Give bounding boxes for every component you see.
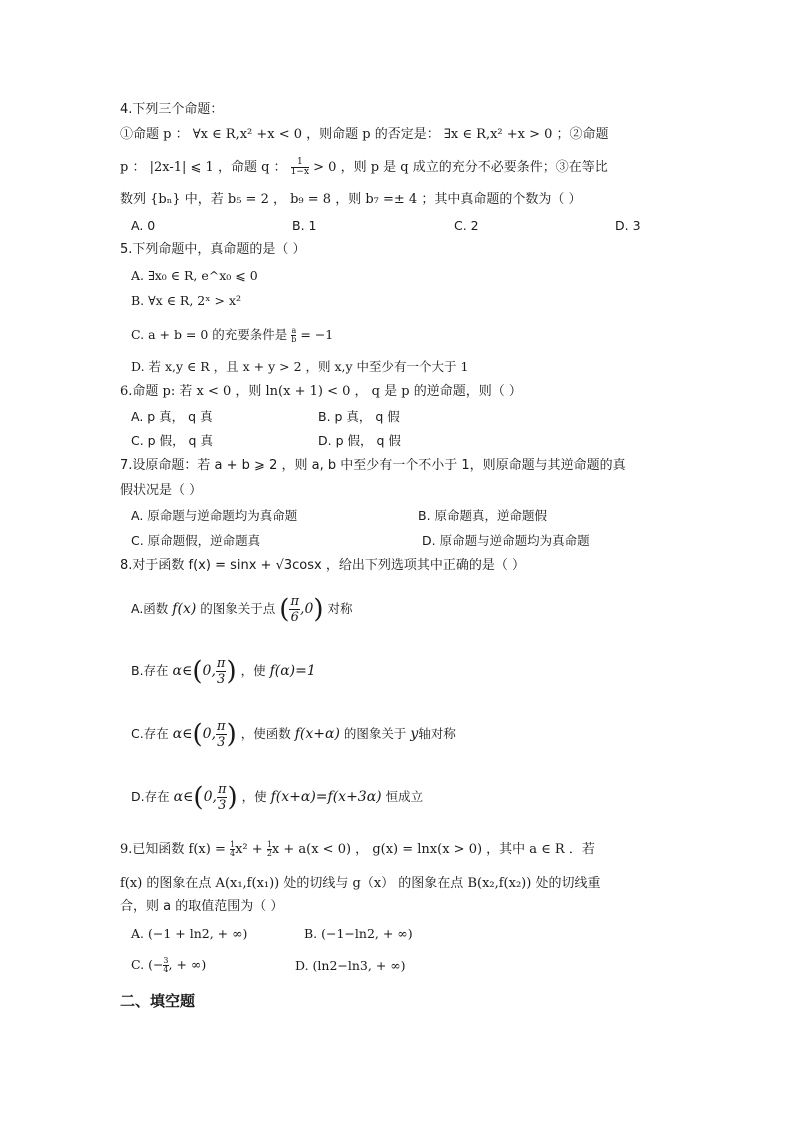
q7-option-c[interactable]: C. 原命题假，逆命题真	[131, 533, 261, 548]
q4-option-b[interactable]: B. 1	[292, 218, 317, 233]
q4-line2-tail: > 0 ，则 p 是 q 成立的充分不必要条件；③在等比	[313, 160, 608, 175]
q9-c-pre: C. (−	[131, 957, 164, 972]
q6-option-b[interactable]: B. p 真， q 假	[318, 409, 400, 424]
q6-option-d[interactable]: D. p 假， q 假	[318, 433, 401, 448]
q7-option-d[interactable]: D. 原命题与逆命题均为真命题	[422, 533, 590, 548]
q5-option-b[interactable]: B. ∀x ∈ R, 2ˣ > x²	[131, 293, 242, 308]
q8-c-fraction	[216, 719, 227, 750]
q5-c-den: b	[291, 335, 297, 344]
q8-d-paren-open: (	[193, 782, 204, 813]
q8-d-eq: f(x+α)=f(x+3α)	[270, 789, 382, 805]
q8-b-pre: B.存在	[131, 663, 169, 678]
q4-line2-text: p ： |2x-1| ⩽ 1 ，命题 q ：	[120, 160, 287, 175]
q8-b-paren-close: )	[226, 656, 237, 687]
q4-option-a[interactable]: A. 0	[131, 218, 156, 233]
q8-a-paren-close: )	[313, 594, 324, 625]
q8-a-fx: f(x)	[172, 601, 197, 617]
q8-d-den: 3	[218, 798, 227, 813]
q8-c-paren-close: )	[226, 719, 237, 750]
q8-c-num: π	[217, 719, 226, 734]
q9-half-d: 2	[266, 849, 272, 858]
q6-option-c[interactable]: C. p 假， q 真	[131, 433, 213, 448]
q9-c-d: 4	[163, 965, 169, 974]
q9-line3: 合，则 a 的取值范围为（ ）	[120, 899, 284, 914]
q7-option-a[interactable]: A. 原命题与逆命题均为真命题	[131, 508, 298, 523]
section-heading-fill-blank: 二、填空题	[120, 992, 196, 1010]
q8-c-y: y	[410, 726, 419, 742]
q5-c-num: a	[291, 326, 297, 335]
q4-option-c[interactable]: C. 2	[454, 218, 479, 233]
q4-line2	[120, 158, 684, 177]
q9-c-post: , + ∞)	[168, 957, 207, 972]
q8-a-zero: ,0	[300, 601, 314, 617]
q8-b-den: 3	[217, 672, 226, 687]
q8-option-b[interactable]	[131, 654, 316, 689]
q5-title: 5.下列命题中，真命题的是（ ）	[120, 242, 306, 257]
q8-d-zero: 0,	[203, 789, 217, 805]
q9-line2: f(x) 的图象在点 A(x₁,f(x₁)) 处的切线与 g（x） 的图象在点 B(x₂,f(x₂)) 处的切线重	[120, 876, 601, 891]
q7-option-b[interactable]: B. 原命题真，逆命题假	[418, 508, 548, 523]
q8-d-paren-close: )	[227, 782, 238, 813]
q8-b-paren-open: (	[192, 656, 203, 687]
q9-c-n: 3	[163, 956, 169, 965]
q7-title-cont: 假状况是（ ）	[120, 483, 203, 498]
q8-c-alpha-in: α∈	[172, 726, 193, 742]
q8-c-f: f(x+α)	[294, 726, 340, 742]
q8-a-den: 6	[290, 610, 299, 625]
q8-c-zero: 0,	[202, 726, 217, 742]
q8-d-fraction	[217, 782, 228, 813]
q8-b-fraction	[216, 656, 227, 687]
q8-b-num: π	[216, 656, 226, 671]
q8-b-post: ，使	[240, 663, 266, 678]
q8-a-pre: A.函数	[131, 601, 169, 616]
q8-title: 8.对于函数 f(x) = sinx + √3cosx ，给出下列选项其中正确的是（ ）	[120, 558, 525, 573]
q5-c-fraction	[291, 327, 296, 344]
q8-a-post: 对称	[327, 601, 353, 616]
q8-a-mid: 的图象关于点	[200, 601, 276, 616]
q8-a-fraction	[289, 594, 300, 625]
q9-option-c[interactable]	[131, 956, 206, 974]
q7-title: 7.设原命题：若 a + b ⩾ 2 ，则 a, b 中至少有一个不小于 1，则原命题与其逆命题的真	[120, 458, 626, 473]
q9-quarter-d: 4	[230, 849, 236, 858]
q8-c-end: 轴对称	[418, 726, 456, 741]
q8-d-end: 恒成立	[385, 789, 424, 804]
q8-d-num: π	[217, 782, 227, 797]
q5-option-a[interactable]: A. ∃x₀ ∈ R, e^x₀ ⩽ 0	[131, 268, 258, 283]
q8-c-tail: 的图象关于	[343, 726, 407, 741]
q8-a-num: π	[290, 594, 299, 609]
q5-c-pre: C. a + b = 0 的充要条件是	[131, 327, 288, 342]
q9-line1	[120, 841, 684, 859]
q9-half-n: 1	[266, 840, 272, 849]
q6-option-a[interactable]: A. p 真， q 真	[131, 409, 213, 424]
q9-l1-pre: 9.已知函数 f(x) =	[120, 842, 226, 857]
q4-fraction	[291, 158, 309, 177]
q8-b-eq: f(α)=1	[269, 663, 316, 679]
q5-c-post: = −1	[300, 327, 334, 342]
q8-b-zero: 0,	[202, 663, 216, 679]
q9-option-d[interactable]: D. (ln2−ln3, + ∞)	[295, 958, 406, 973]
q4-frac-num: 1	[291, 158, 309, 168]
q6-title: 6.命题 p: 若 x < 0 ，则 ln(x + 1) < 0 ， q 是 p 的逆命题，则（ ）	[120, 384, 522, 399]
q9-option-b[interactable]: B. (−1−ln2, + ∞)	[304, 926, 413, 941]
q9-l1-a: x² +	[235, 842, 263, 857]
q5-option-c[interactable]	[131, 326, 333, 344]
q4-title: 4.下列三个命题：	[120, 102, 224, 117]
q8-d-alpha-in: α∈	[173, 789, 194, 805]
q9-quarter-n: 1	[230, 840, 236, 849]
q8-c-post: ，使函数	[240, 726, 291, 741]
q4-frac-den: 1−x	[290, 167, 310, 177]
q8-d-post: ，使	[241, 789, 267, 804]
q8-c-pre: C.存在	[131, 726, 169, 741]
q4-line1: ①命题 p ： ∀x ∈ R,x² +x < 0 ，则命题 p 的否定是： ∃x ∈ R,x² +x > 0 ；②命题	[120, 127, 609, 142]
q8-c-paren-open: (	[192, 719, 203, 750]
q9-l1-b: x + a(x < 0) ， g(x) = lnx(x > 0) ，其中 a ∈ R ．若	[271, 842, 595, 857]
q8-d-pre: D.存在	[131, 789, 170, 804]
q5-option-d[interactable]: D. 若 x,y ∈ R ，且 x + y > 2 ，则 x,y 中至少有一个大于 1	[131, 359, 469, 374]
q4-option-d[interactable]: D. 3	[615, 218, 641, 233]
q8-b-alpha-in: α∈	[172, 663, 193, 679]
q8-option-c[interactable]	[131, 717, 456, 752]
q8-option-a[interactable]	[131, 592, 353, 627]
q8-a-paren-open: (	[279, 594, 290, 625]
q8-option-d[interactable]	[131, 780, 423, 815]
q8-c-den: 3	[217, 735, 226, 750]
q9-option-a[interactable]: A. (−1 + ln2, + ∞)	[131, 926, 248, 941]
q4-line3: 数列 {bₙ} 中，若 b₅ = 2 ， b₉ = 8 ，则 b₇ =± 4 ；其中真命题的个数为（ ）	[120, 192, 582, 207]
